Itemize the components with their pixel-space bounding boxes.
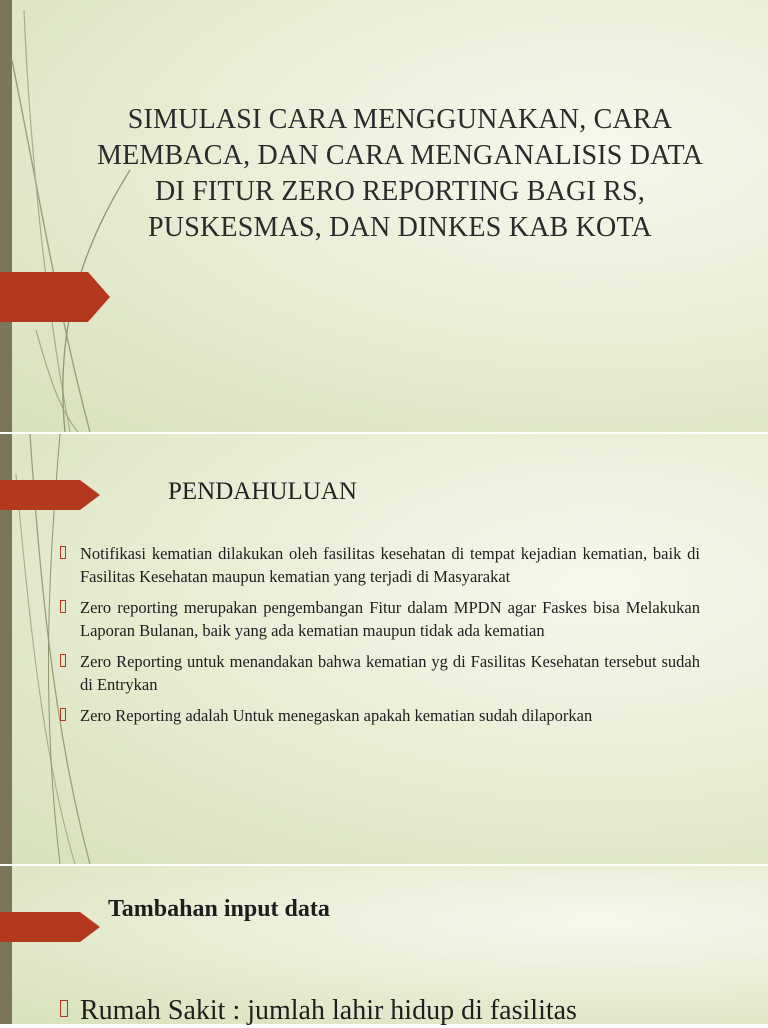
bullet-icon (60, 708, 66, 721)
slide-side-bar (0, 0, 12, 432)
list-item (60, 650, 700, 696)
slide-title-text: SIMULASI CARA MENGGUNAKAN, CARA MEMBACA, DAN CARA MENGANALISIS DATA DI FITUR ZERO REPORTING BAGI RS, PUSKESMAS, DAN DINKES KAB KOTA (96, 104, 704, 243)
list-item (60, 994, 768, 1028)
chevron-tab-icon (0, 480, 100, 510)
section-title: Tambahan input data (108, 896, 330, 922)
section-title: PENDAHULUAN (168, 478, 357, 505)
list-item-text: Zero Reporting adalah Untuk menegaskan apakah kematian sudah dilaporkan (80, 706, 593, 725)
list-item (60, 596, 700, 642)
list-item (60, 704, 700, 727)
bullet-list (60, 542, 700, 735)
slide-side-bar (0, 866, 12, 1024)
bullet-icon (60, 654, 66, 667)
bullet-icon (60, 546, 66, 559)
chevron-tab-icon (0, 912, 100, 942)
chevron-tab-icon (0, 272, 110, 322)
bullet-icon (60, 1000, 68, 1017)
list-item-text: Notifikasi kematian dilakukan oleh fasilitas kesehatan di tempat kejadian kematian, baik di Fasilitas Kesehatan maupun kematian yang terjadi di Masyarakat (80, 544, 700, 586)
list-item-text: Zero reporting merupakan pengembangan Fitur dalam MPDN agar Faskes bisa Melakukan Laporan Bulanan, baik yang ada kematian maupun tidak ada kematian (80, 598, 700, 640)
list-item-text: Rumah Sakit : jumlah lahir hidup di fasilitas (80, 995, 577, 1026)
list-item-text: Zero Reporting untuk menandakan bahwa kematian yg di Fasilitas Kesehatan tersebut sudah di Entrykan (80, 652, 700, 694)
slide-title (0, 0, 768, 432)
bullet-icon (60, 600, 66, 613)
list-item (60, 542, 700, 588)
